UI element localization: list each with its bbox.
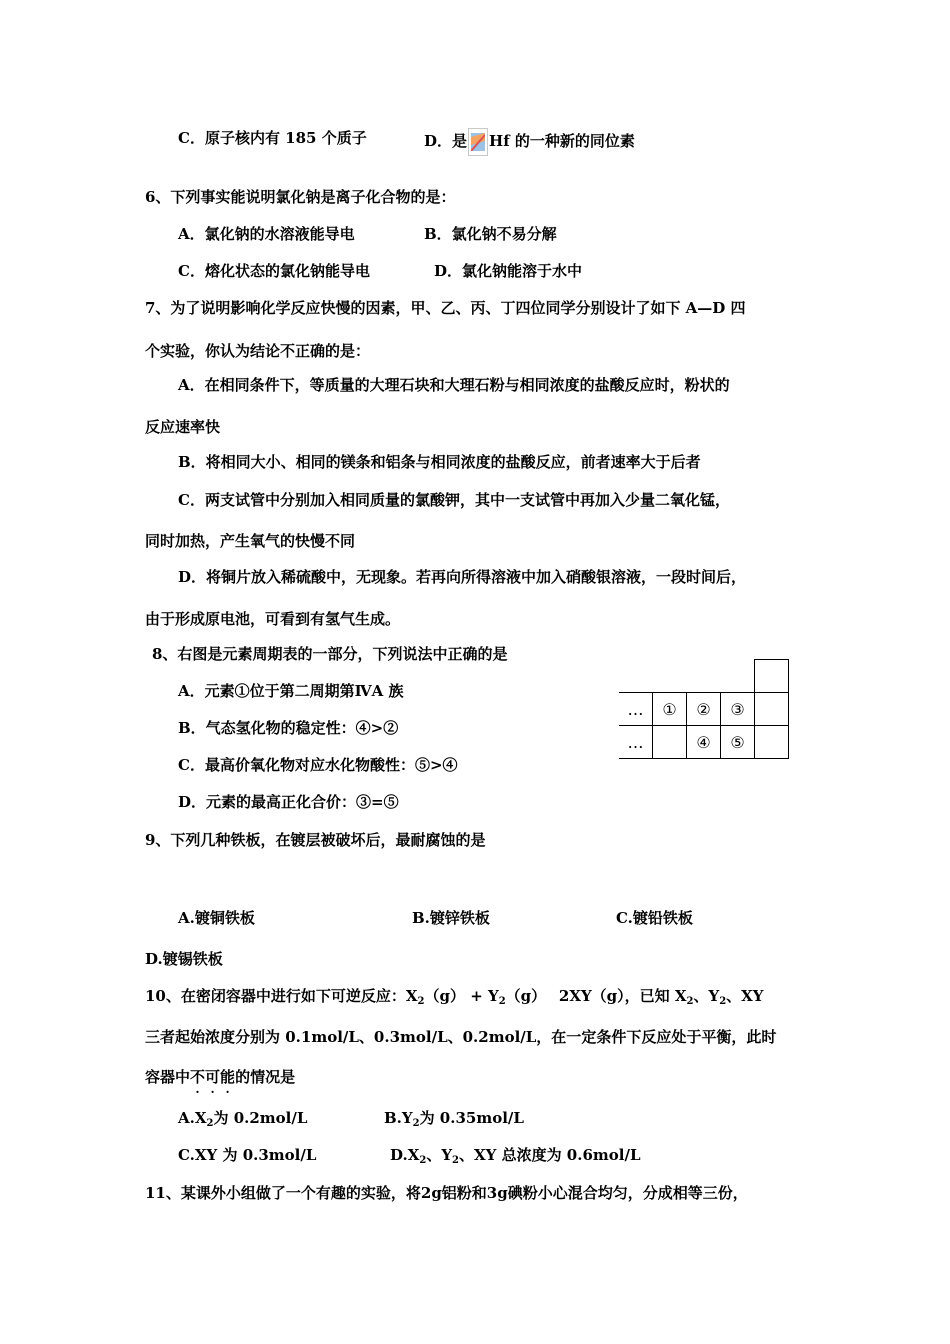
q7-stem-line1: 7、为了说明影响化学反应快慢的因素，甲、乙、丙、丁四位同学分别设计了如下 A—D 四 bbox=[145, 299, 746, 317]
q10-text: D.X bbox=[390, 1146, 420, 1164]
q7-option-b: B．将相同大小、相同的镁条和铝条与相同浓度的盐酸反应，前者速率大于后者 bbox=[178, 453, 701, 471]
table-cell: ① bbox=[653, 693, 687, 726]
q10-option-a bbox=[178, 1108, 307, 1134]
q5-option-d-suffix: Hf 的一种新的同位素 bbox=[489, 132, 635, 150]
q7-option-c-line2: 同时加热，产生氧气的快慢不同 bbox=[145, 532, 356, 550]
subscript: 2 bbox=[686, 996, 694, 1007]
q6-option-d: D．氯化钠能溶于水中 bbox=[434, 262, 583, 280]
q10-stem-line2: 三者起始浓度分别为 0.1mol/L、0.3mol/L、0.2mol/L，在一定条件下反应处于平衡，此时 bbox=[145, 1028, 777, 1046]
q10-text: 、Y bbox=[693, 987, 720, 1005]
q7-option-c-line1: C．两支试管中分别加入相同质量的氯酸钾，其中一支试管中再加入少量二氧化锰， bbox=[178, 491, 730, 509]
emphasis-char: 不 bbox=[190, 1068, 206, 1086]
q8-option-b: B．气态氢化物的稳定性：④>② bbox=[178, 719, 399, 737]
q9-option-c: C.镀铅铁板 bbox=[616, 909, 693, 927]
q11-stem: 11、某课外小组做了一个有趣的实验，将2g铝粉和3g碘粉小心混合均匀，分成相等三份， bbox=[145, 1184, 748, 1202]
q10-text: 10、在密闭容器中进行如下可逆反应：X bbox=[145, 987, 418, 1005]
q10-stem-line1 bbox=[145, 986, 764, 1012]
table-cell-top-right bbox=[755, 660, 789, 693]
q8-option-d: D．元素的最高正化合价：③=⑤ bbox=[178, 793, 399, 811]
table-cell: ④ bbox=[687, 726, 721, 759]
subscript: 2 bbox=[719, 996, 727, 1007]
emphasis-char: 能 bbox=[220, 1068, 236, 1086]
subscript: 2 bbox=[452, 1155, 459, 1166]
subscript: 2 bbox=[417, 996, 425, 1007]
q10-option-b bbox=[384, 1108, 524, 1134]
q8-stem: 8、右图是元素周期表的一部分，下列说法中正确的是 bbox=[152, 645, 508, 663]
q6-stem: 6、下列事实能说明氯化钠是离子化合物的是： bbox=[145, 188, 456, 206]
table-cell bbox=[653, 726, 687, 759]
table-cell: ⑤ bbox=[721, 726, 755, 759]
q10-text: 的情况是 bbox=[235, 1068, 296, 1086]
q10-text: A.X bbox=[178, 1109, 207, 1127]
table-cell bbox=[755, 693, 789, 726]
emphasis-char: 可 bbox=[205, 1068, 221, 1086]
q10-text: 为 0.35mol/L bbox=[419, 1109, 524, 1127]
subscript: 2 bbox=[412, 1118, 420, 1129]
table-cell: … bbox=[619, 726, 653, 759]
q10-text: （g） + Y bbox=[424, 987, 499, 1005]
table-cell bbox=[755, 726, 789, 759]
q8-option-a: A．元素①位于第二周期第ⅣA 族 bbox=[178, 682, 404, 700]
q9-option-d: D.镀锡铁板 bbox=[145, 950, 223, 968]
q6-option-b: B．氯化钠不易分解 bbox=[424, 225, 557, 243]
q6-option-c: C．熔化状态的氯化钠能导电 bbox=[178, 262, 370, 280]
subscript: 2 bbox=[419, 1155, 427, 1166]
q5-option-c: C．原子核内有 185 个质子 bbox=[178, 129, 367, 147]
q5-option-d bbox=[424, 128, 635, 156]
table-cell: … bbox=[619, 693, 653, 726]
subscript: 2 bbox=[206, 1118, 214, 1129]
q7-stem-line2: 个实验，你认为结论不正确的是： bbox=[145, 342, 371, 360]
table-cell: ③ bbox=[721, 693, 755, 726]
q10-text: 为 0.2mol/L bbox=[213, 1109, 308, 1127]
q10-text: 容器中 bbox=[145, 1068, 191, 1086]
q7-option-a-line2: 反应速率快 bbox=[145, 418, 221, 436]
q7-option-d-line2: 由于形成原电池，可看到有氢气生成。 bbox=[145, 610, 401, 628]
q10-option-c: C.XY 为 0.3mol/L bbox=[178, 1146, 317, 1164]
broken-image-icon bbox=[468, 128, 488, 156]
q10-text: 、XY bbox=[726, 987, 764, 1005]
subscript: 2 bbox=[498, 996, 506, 1007]
q10-text: 、Y bbox=[426, 1146, 453, 1164]
q7-option-d-line1: D．将铜片放入稀硫酸中，无现象。若再向所得溶液中加入硝酸银溶液，一段时间后， bbox=[178, 568, 747, 586]
q9-option-a: A.镀铜铁板 bbox=[178, 909, 255, 927]
q6-option-a: A．氯化钠的水溶液能导电 bbox=[178, 225, 355, 243]
table-cell: ② bbox=[687, 693, 721, 726]
q10-stem-line3 bbox=[145, 1067, 295, 1087]
periodic-table-fragment bbox=[619, 659, 789, 759]
q10-text: 、XY 总浓度为 0.6mol/L bbox=[459, 1146, 641, 1164]
q5-option-d-prefix: D．是 bbox=[424, 132, 468, 150]
q10-text: B.Y bbox=[384, 1109, 413, 1127]
q9-option-b: B.镀锌铁板 bbox=[412, 909, 490, 927]
q9-stem: 9、下列几种铁板，在镀层被破坏后，最耐腐蚀的是 bbox=[145, 831, 486, 849]
q10-option-d bbox=[390, 1145, 641, 1171]
q7-option-a-line1: A．在相同条件下，等质量的大理石块和大理石粉与相同浓度的盐酸反应时，粉状的 bbox=[178, 376, 730, 394]
q10-text: （g） 2XY（g），已知 X bbox=[505, 987, 687, 1005]
q8-option-c: C．最高价氧化物对应水化物酸性：⑤>④ bbox=[178, 756, 458, 774]
